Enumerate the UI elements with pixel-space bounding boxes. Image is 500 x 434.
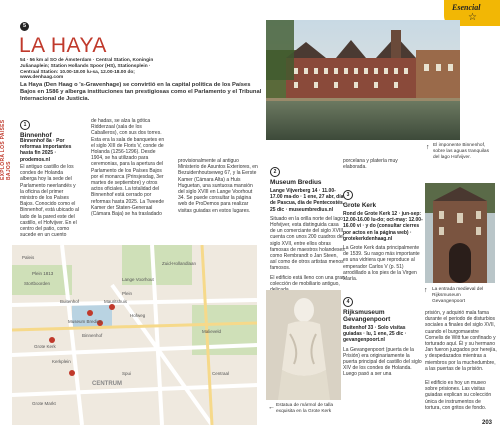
map-label-6: CENTRUM [92,381,122,387]
rijksmuseum-text3: El edificio es hoy un museo sobre prisiones. Las visitas guiadas explican su colección única de instrumentos de tortura, con gritos de fondo. [425,380,492,411]
section-number: 1 [20,120,30,130]
bredius-text3: porcelana y platería muy elaborada. [343,158,398,171]
rijksmuseum-text2: prisión, y adquirió mala fama durante el periodo de disturbios sociales a finales del siglo XVII, cuando el burgomaestre Cornelis de Witt fue confinado y torturado aquí. Él y su hermano Jan fueron juzgados por herejía, y despedazados mientras a miembros por la muchedumbre, a las puertas de la prisión. [425,310,497,372]
header-info: 54 · 56 km al SO de Ámsterdam · Central Station, Koningin Julianaplein; Station Hollands Spoor (HS), Stationsplein · Centraal Station: 10.00-18.00 lu-sa, 12.00-18.00 do; www.denhaag.com [20,58,154,81]
grote-kerk-text: La Grote Kerk data principalmente de 1539. Su rasgo más importante es una vidriera que reproduce al emperador Carlos V (p. 51) arrodillado a los pies de la Virgen María. [343,245,420,283]
map-label-16: Centraal [212,371,230,376]
bredius-text2: El edificio está lleno con una gran colección de mobiliario antiguo, [270,274,345,287]
map-label-11: Kerkplein [52,359,71,364]
map-label-14: Lange Voorhout [122,277,154,282]
binnenhof-col1: El antiguo castillo de los condes de Holanda alberga hoy la sede del Parlamento neerlandés y la oficina del primer ministro de los Países Bajos. Conocido como el Binnenhof, está ubicado al lado de la pared este del castillo, el Hofvijver. En el centro del patio, como sucede en un cuento [20,164,79,239]
map-label-13: Spui [122,371,132,376]
bredius-text1: Situado en la orilla norte del lago Hofvijver, esta distinguida casa de un comerciante del siglo XVIII cuenta con unos 200 cuadros del siglo XVII, entre ellos obras famosas de maestros holandeses como Rembrandt o Jan Steen, así como de otros artistas menos famosos. [270,215,345,272]
map-label-1: Stortboorden [24,281,51,286]
arrow-up-icon: ↑ [424,287,428,294]
section-title: Grote Kerk [343,202,377,209]
rijksmuseum-info: Buitenhof 33 · Solo visitas guiadas · lu, 1 ene, 25 dic · gevangenpoort.nl [343,325,407,344]
map-label-8: Plein [122,291,133,296]
map-label-4: Mauritshuis [104,299,128,304]
section-title: Binnenhof [20,132,52,139]
arrow-left-icon: ← [268,404,275,411]
caption-gevangenpoort: La entrada medieval del Rijksmuseum Gevangenpoort [432,287,484,304]
intro-text: La Haya (Den Haag o 's-Gravenhage) se convirtió en la capital política de los Países Bajos en 1586 y alberga instituciones tan prestigiosas como el Parlamento y el Tribunal Internacional de Justicia. [20,82,262,103]
city-map [12,245,257,425]
statue-photo [266,290,341,400]
gevangenpoort-photo [425,183,495,283]
binnenhof-info: Binnenhof 8a · Por reformas importantes hasta fin 2025 · prodemos.nl [20,138,72,163]
arrow-up-icon: ↑ [426,144,430,151]
sidebar-label: EXPLORA LOS PAÍSES BAJOS [0,119,12,180]
caption-statue: Estatua de mármol de talla exquisita en la Grote Kerk [276,403,334,414]
map-label-5: Grote Kerk [34,344,56,349]
rijksmuseum-text1: La Gevangenpoort (puerta de la Prisión) era originariamente la puerta principal del castillo del siglo XIV de los condes de Holanda. Luego pasó a ser una [343,346,422,378]
section-bredius [270,160,345,293]
map-label-9: Museum Bredius [68,319,102,324]
section-title: Rijksmuseum Gevangenpoort [343,309,391,323]
bredius-info: Lange Vijverberg 14 · 11.00-17.00 ma-do · 1 ene, 27 abr, día de Pascua, día de Pentecostés, 25 dic · museumbredius.nl [270,188,345,213]
map-label-17: Grote Markt [32,401,56,406]
section-grote-kerk [343,183,423,282]
star-outline-icon: ☆ [468,12,477,23]
section-title: Museum Bredius [270,179,322,186]
page-number: 203 [482,420,493,426]
map-label-15: Plein 1813 [32,271,54,276]
section-number: 2 [270,167,280,177]
section-number: 4 [343,297,353,307]
page-title: LA HAYA [19,34,107,57]
essential-label: Esencial [452,3,481,12]
grote-kerk-info: Rond de Grote Kerk 12 · jun-sep: 12.00-16.00 lu-do; oct-may: 12.00-16.00 vi · y do (consultar cierres por actos en la página web) · grotekerkdenhaag.nl [343,211,423,242]
section-rijksmuseum [343,290,423,378]
map-label-12: Hofweg [130,313,146,318]
map-label-2: Buitenhof [60,299,80,304]
section-number: 3 [343,190,353,200]
section-number-badge: 5 [20,22,29,31]
map-label-0: Paleis [22,255,35,260]
binnenhof-col2: de hadas, se alza la gótica Ridderzaal (sala de los Caballeros), con sus dos torres. Esta era la sala de banquetes en el siglo XIII de Floris V, conde de Holanda (1256-1296). Desde 1904, se ha utilizado para ceremonias, para la apertura del Parlamento de los Países Bajos por el monarca (Prinsjesdag, 3er martes de septiembre) y otros actos oficiales. La totalidad del Binnenhof está cerrado por reformas hasta 2025. La Tweede Kamer der Staten-Generaal (Cámara Baja) se ha trasladado [91,118,165,218]
binnenhof-photo [266,20,460,140]
caption-binnenhof: El imponente Binnenhof, sobre las aguas tranquilas del lago Hofvijver. [433,143,489,160]
map-label-7: Malieveld [202,329,222,334]
binnenhof-col3: provisionalmente al antiguo Ministerio de Asuntos Exteriores, en Bezuidenhoutseweg 67, y la Eerste Kamer (Cámara Alta) a Huis Huguetan, una suntuosa mansión del siglo XVIII en Lange Voorhout 34. Se puede consultar la página web de ProDemos para realizar visitas guiadas en estos lugares. [178,158,258,214]
map-label-10: Zuid-Hollandlaan [162,261,197,266]
map-label-3: Binnenhof [82,333,103,338]
